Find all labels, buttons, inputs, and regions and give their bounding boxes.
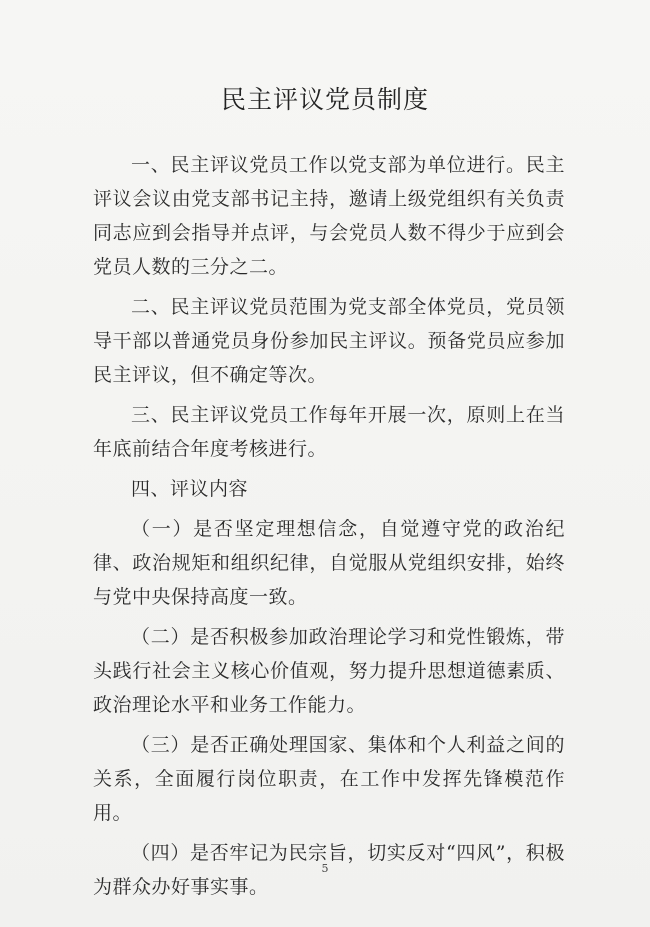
paragraph-item-4: （四）是否牢记为民宗旨，切实反对“四风”，积极为群众办好事实事。 <box>93 842 565 898</box>
paragraph-1: 一、民主评议党员工作以党支部为单位进行。民主评议会议由党支部书记主持，邀请上级党组织有关负责同志应到会指导并点评，与会党员人数不得少于应到会党员人数的三分之二。 <box>93 154 565 278</box>
paragraph-item-1: （一）是否坚定理想信念，自觉遵守党的政治纪律、政治规矩和组织纪律，自觉服从党组织安排，始终与党中央保持高度一致。 <box>93 518 565 608</box>
paragraph-item-3: （三）是否正确处理国家、集体和个人利益之间的关系，全面履行岗位职责，在工作中发挥先锋模范作用。 <box>93 734 565 824</box>
page-number: 5 <box>321 862 329 875</box>
paragraph-3: 三、民主评议党员工作每年开展一次，原则上在当年底前结合年度考核进行。 <box>93 404 565 460</box>
paragraph-2: 二、民主评议党员范围为党支部全体党员，党员领导干部以普通党员身份参加民主评议。预备党员应参加民主评议，但不确定等次。 <box>93 296 565 386</box>
document-body <box>93 148 565 910</box>
paragraph-item-2: （二）是否积极参加政治理论学习和党性锻炼，带头践行社会主义核心价值观，努力提升思想道德素质、政治理论水平和业务工作能力。 <box>93 626 565 716</box>
document-title: 民主评议党员制度 <box>220 85 429 114</box>
section-heading: 四、评议内容 <box>131 478 249 500</box>
